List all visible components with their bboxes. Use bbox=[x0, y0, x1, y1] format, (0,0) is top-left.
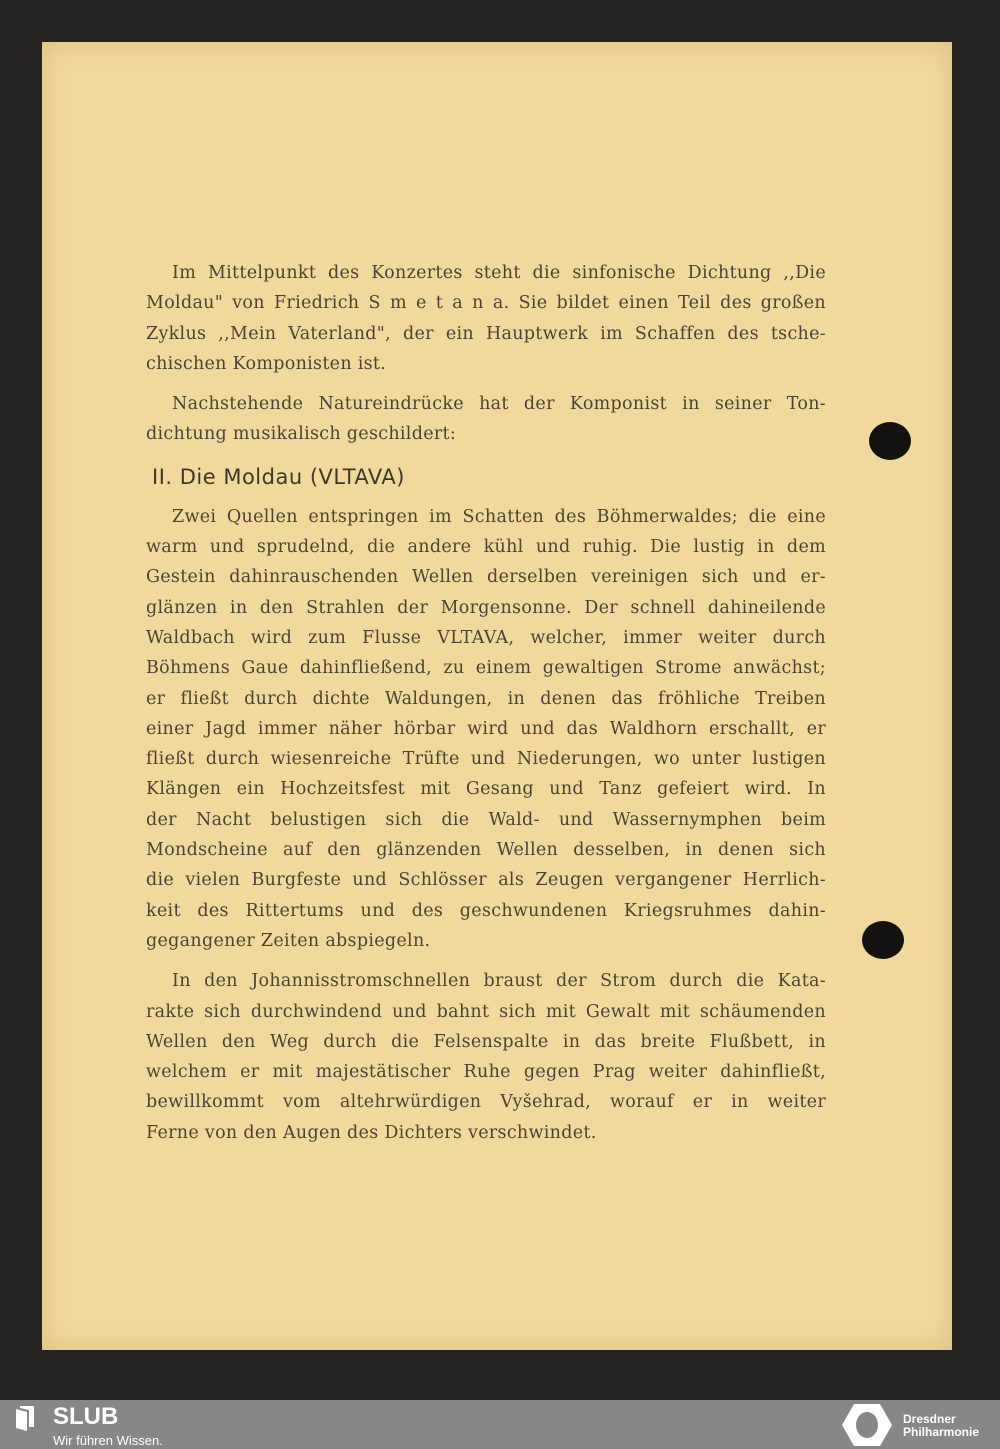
text-line: Zwei Quellen entspringen im Schatten des Böhmerwaldes; die eine bbox=[172, 506, 826, 527]
text-line: Wellen den Weg durch die Felsenspalte in das breite Flußbett, in bbox=[146, 1031, 826, 1052]
punch-hole bbox=[862, 921, 904, 959]
text-line: welchem er mit majestätischer Ruhe gegen Prag weiter dahinfließt, bbox=[146, 1062, 826, 1083]
text-line: der Nacht belustigen sich die Wald- und Wassernymphen beim bbox=[146, 809, 826, 830]
punch-hole bbox=[869, 422, 911, 460]
partner-line: Philharmonie bbox=[903, 1425, 980, 1439]
document-text bbox=[146, 258, 826, 1158]
paragraph bbox=[146, 502, 826, 956]
text-line: einer Jagd immer näher hörbar wird und das Waldhorn erschallt, er bbox=[146, 718, 826, 739]
text-line: glänzen in den Strahlen der Morgensonne. Der schnell dahineilende bbox=[146, 597, 826, 618]
text-line: keit des Rittertums und des geschwundenen Kriegsruhmes dahin- bbox=[146, 900, 826, 921]
text-line: Nachstehende Natureindrücke hat der Komponist in seiner Ton- bbox=[172, 394, 826, 415]
text-line: Im Mittelpunkt des Konzertes steht die sinfonische Dichtung ,,Die bbox=[172, 263, 826, 283]
paragraph bbox=[146, 258, 826, 379]
text-line: Klängen ein Hochzeitsfest mit Gesang und Tanz gefeiert wird. In bbox=[146, 779, 826, 800]
book-icon bbox=[14, 1405, 36, 1431]
text-line: Ferne von den Augen des Dichters verschwindet. bbox=[146, 1122, 597, 1143]
text-line: Gestein dahinrauschenden Wellen derselben vereinigen sich und er- bbox=[146, 567, 826, 588]
philharmonie-logo-icon bbox=[842, 1402, 892, 1448]
slub-logo-text: SLUB bbox=[53, 1403, 119, 1430]
text-line: die vielen Burgfeste und Schlösser als Zeugen vergangener Herrlich- bbox=[146, 870, 826, 891]
section-heading: II. Die Moldau (VLTAVA) bbox=[152, 464, 405, 489]
text-line: gegangener Zeiten abspiegeln. bbox=[146, 930, 431, 951]
text-line: Böhmens Gaue dahinfließend, zu einem gewaltigen Strome anwächst; bbox=[146, 658, 826, 679]
paragraph bbox=[146, 389, 826, 450]
text-line: fließt durch wiesenreiche Trüfte und Niederungen, wo unter lustigen bbox=[146, 749, 826, 770]
text-line: Waldbach wird zum Flusse VLTAVA, welcher, immer weiter durch bbox=[146, 627, 826, 648]
text-line: Zyklus ,,Mein Vaterland", der ein Hauptwerk im Schaffen des tsche- bbox=[146, 323, 826, 344]
text-line: Moldau" von Friedrich S m e t a n a. Sie bildet einen Teil des großen bbox=[146, 293, 826, 314]
text-line: chischen Komponisten ist. bbox=[146, 353, 387, 374]
text-line: bewillkommt vom altehrwürdigen Vyšehrad, worauf er in weiter bbox=[146, 1092, 826, 1113]
philharmonie-name bbox=[903, 1413, 979, 1439]
partner-line: Dresdner bbox=[903, 1412, 956, 1426]
text-line: In den Johannisstromschnellen braust der Strom durch die Kata- bbox=[172, 971, 826, 992]
slub-slogan: Wir führen Wissen. bbox=[53, 1433, 163, 1448]
text-line: warm und sprudelnd, die andere kühl und ruhig. Die lustig in dem bbox=[146, 537, 826, 558]
text-line: rakte sich durchwindend und bahnt sich mit Gewalt mit schäumenden bbox=[146, 1001, 826, 1022]
text-line: er fließt durch dichte Waldungen, in denen das fröhliche Treiben bbox=[146, 688, 826, 709]
footer-bar bbox=[0, 1400, 1000, 1449]
text-line: dichtung musikalisch geschildert: bbox=[146, 424, 457, 445]
text-line: Mondscheine auf den glänzenden Wellen desselben, in denen sich bbox=[146, 840, 826, 861]
paragraph bbox=[146, 966, 826, 1148]
